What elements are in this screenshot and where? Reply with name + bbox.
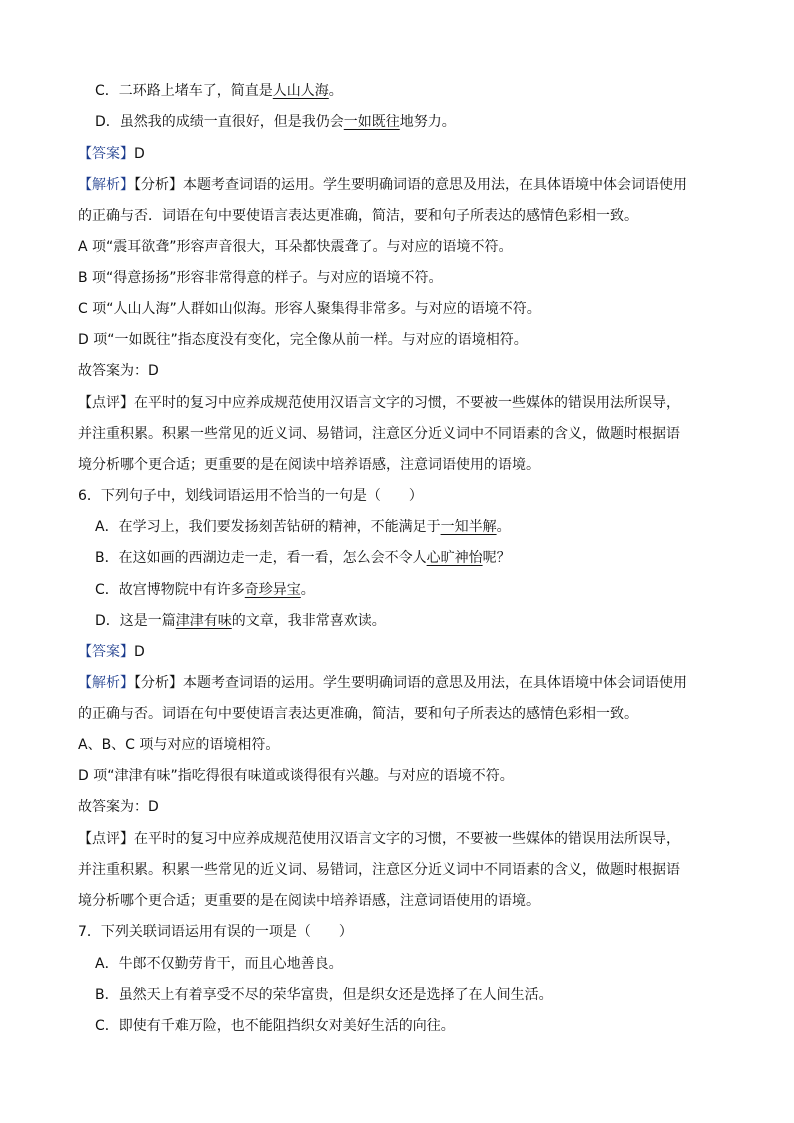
q6-comment-line-2: 并注重积累。积累一些常见的近义词、易错词，注意区分近义词中不同语素的含义，做题时根据语	[78, 862, 680, 878]
q7-option-b: B．虽然天上有着享受不尽的荣华富贵，但是织女还是选择了在人间生活。	[95, 987, 553, 1003]
q5-analysis-a: A 项“震耳欲聋”形容声音很大，耳朵都快震聋了。与对应的语境不符。	[78, 239, 513, 255]
q6-option-b: B．在这如画的西湖边走一走，看一看，怎么会不令人心旷神怡呢？	[95, 550, 511, 566]
underlined-term: 一知半解	[440, 519, 497, 535]
q5-final-answer: 故答案为：D	[78, 363, 159, 379]
underlined-term: 津津有味	[175, 613, 232, 629]
q6-answer: 【答案】D	[78, 644, 145, 660]
q7-stem: 7．下列关联词语运用有误的一项是（ ）	[78, 924, 353, 940]
q5-analysis-d: D 项“一如既往”指态度没有变化，完全像从前一样。与对应的语境相符。	[78, 332, 528, 348]
underlined-term: 心旷神怡	[426, 550, 483, 566]
q6-option-a: A．在学习上，我们要发扬刻苦钻研的精神，不能满足于一知半解。	[95, 519, 511, 535]
q6-option-d: D．这是一篇津津有味的文章，我非常喜欢读。	[95, 613, 386, 629]
analysis-sub-label: 【分析】	[134, 675, 183, 691]
q6-comment-line-3: 境分析哪个更合适；更重要的是在阅读中培养语感，注意词语使用的语境。	[78, 893, 540, 909]
answer-label: 【答案】	[78, 146, 134, 162]
q6-option-c: C．故宫博物院中有许多奇珍异宝。	[95, 582, 315, 598]
q6-analysis-line-2: 的正确与否。词语在句中要使语言表达更准确，简洁，要和句子所表达的感情色彩相一致。	[78, 706, 638, 722]
analysis-label: 【解析】	[78, 675, 134, 691]
comment-label: 【点评】	[78, 831, 134, 847]
analysis-label: 【解析】	[78, 177, 134, 193]
q5-comment-line-1: 【点评】在平时的复习中应养成规范使用汉语言文字的习惯，不要被一些媒体的错误用法所误导，	[78, 395, 680, 411]
q7-option-a: A．牛郎不仅勤劳肯干，而且心地善良。	[95, 956, 343, 972]
q5-analysis-c: C 项“人山人海”人群如山似海。形容人聚集得非常多。与对应的语境不符。	[78, 301, 541, 317]
comment-label: 【点评】	[78, 395, 134, 411]
q6-analysis-d: D 项“津津有味”指吃得很有味道或谈得很有兴趣。与对应的语境不符。	[78, 768, 514, 784]
q5-comment-line-3: 境分析哪个更合适；更重要的是在阅读中培养语感，注意词语使用的语境。	[78, 457, 540, 473]
answer-label: 【答案】	[78, 644, 134, 660]
q6-analysis-line-1: 【解析】【分析】本题考查词语的运用。学生要明确词语的意思及用法，在具体语境中体会词语使用	[78, 675, 687, 691]
q6-comment-line-1: 【点评】在平时的复习中应养成规范使用汉语言文字的习惯，不要被一些媒体的错误用法所误导，	[78, 831, 680, 847]
underlined-term: 人山人海	[272, 83, 329, 99]
q5-analysis-line-2: 的正确与否．词语在句中要使语言表达更准确，简洁，要和句子所表达的感情色彩相一致。	[78, 208, 638, 224]
underlined-term: 奇珍异宝	[244, 582, 301, 598]
q6-final-answer: 故答案为：D	[78, 799, 159, 815]
q5-comment-line-2: 并注重积累。积累一些常见的近义词、易错词，注意区分近义词中不同语素的含义，做题时根据语	[78, 426, 680, 442]
analysis-sub-label: 【分析】	[134, 177, 183, 193]
q5-analysis-b: B 项“得意扬扬”形容非常得意的样子。与对应的语境不符。	[78, 270, 443, 286]
q7-option-c: C．即使有千难万险，也不能阻挡织女对美好生活的向往。	[95, 1018, 455, 1034]
q6-stem: 6．下列句子中，划线词语运用不恰当的一句是（ ）	[78, 488, 423, 504]
q5-answer: 【答案】D	[78, 146, 145, 162]
q5-analysis-line-1: 【解析】【分析】本题考查词语的运用。学生要明确词语的意思及用法，在具体语境中体会词语使用	[78, 177, 687, 193]
q6-analysis-abc: A、B、C 项与对应的语境相符。	[78, 737, 280, 753]
q5-option-c: C．二环路上堵车了，简直是人山人海。	[95, 83, 343, 99]
underlined-term: 一如既往	[343, 114, 400, 130]
q5-option-d: D．虽然我的成绩一直很好，但是我仍会一如既往地努力。	[95, 114, 456, 130]
